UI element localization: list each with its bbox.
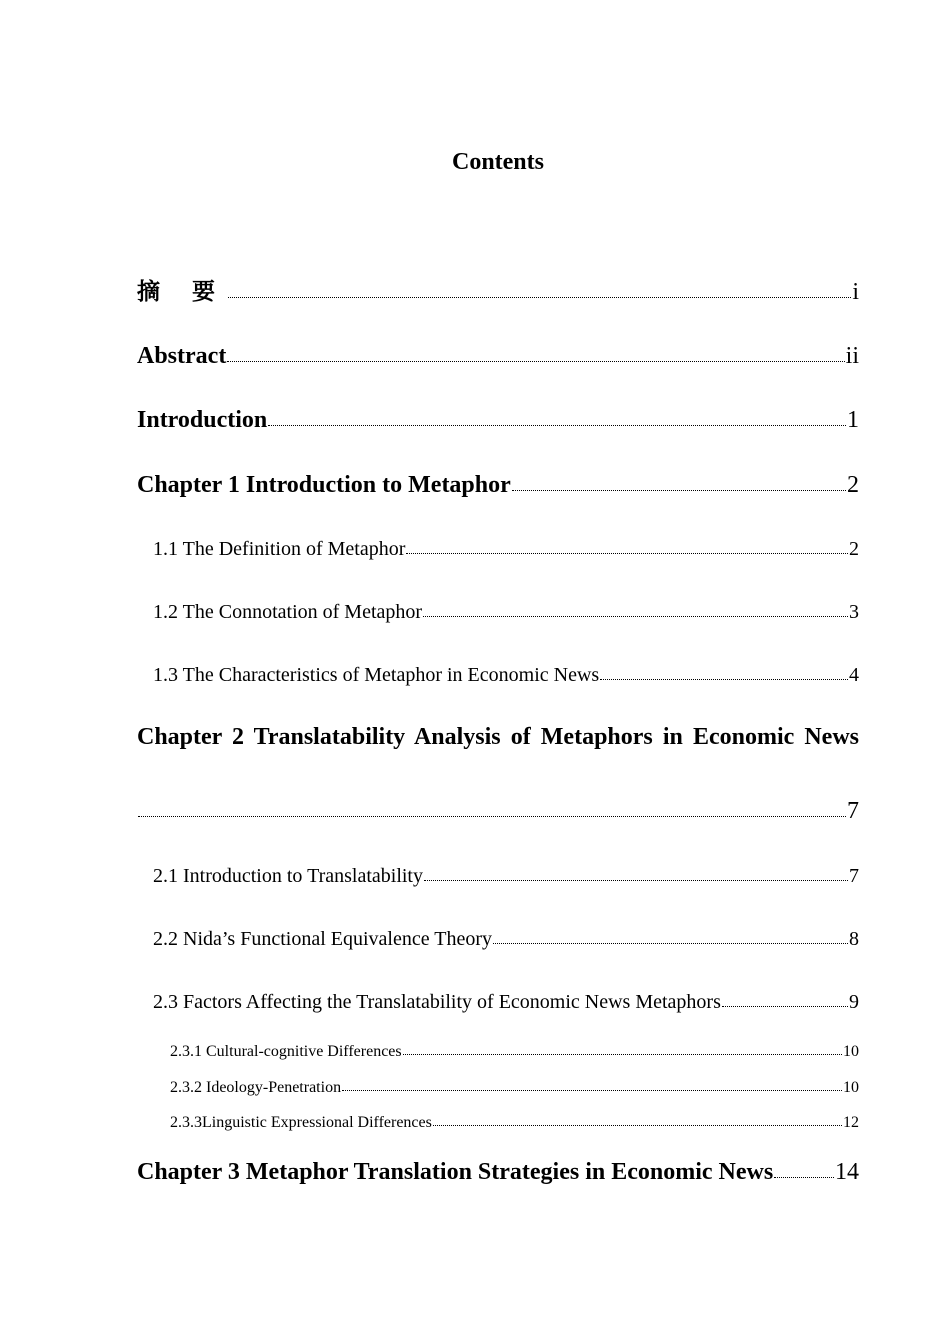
toc-page-number: 9: [849, 991, 859, 1013]
toc-leader: [228, 296, 851, 298]
toc-label: 1.2 The Connotation of Metaphor: [153, 601, 423, 623]
toc-entry-section-2-3-1[interactable]: [170, 1041, 859, 1063]
toc-entry-section-2-3[interactable]: [153, 988, 859, 1016]
toc-leader: [493, 942, 848, 944]
page-title: Contents: [451, 149, 544, 175]
toc-page-number: 7: [849, 865, 859, 887]
toc-leader: [403, 1053, 842, 1055]
toc-label: 1.1 The Definition of Metaphor: [153, 538, 406, 560]
toc-label: Abstract: [137, 343, 227, 369]
toc-label: Introduction: [137, 407, 268, 433]
toc-label: 2.2 Nida’s Functional Equivalence Theory: [153, 928, 492, 950]
toc-page-number: 12: [843, 1114, 859, 1131]
toc-entry-section-1-2[interactable]: [153, 598, 859, 626]
toc-label: 2.3.2 Ideology-Penetration: [170, 1079, 342, 1096]
toc-page-number: 1: [847, 407, 859, 433]
toc-leader: [433, 1124, 842, 1126]
toc-entry-abstract[interactable]: [137, 340, 859, 372]
toc-entry-chapter-1[interactable]: [137, 469, 859, 501]
toc-label: Chapter 3 Metaphor Translation Strategies in Economic News: [137, 1159, 774, 1185]
toc-label: 2.1 Introduction to Translatability: [153, 865, 423, 887]
toc-label: Chapter 1 Introduction to Metaphor: [137, 472, 511, 498]
toc-entry-section-2-1[interactable]: [153, 862, 859, 890]
toc-entry-section-1-3[interactable]: [153, 661, 859, 689]
toc-entry-section-2-3-2[interactable]: [170, 1077, 859, 1099]
toc-entry-introduction[interactable]: [137, 404, 859, 436]
toc-leader: [424, 879, 848, 881]
toc-label: 2.3.3Linguistic Expressional Differences: [170, 1114, 432, 1131]
toc-page-number: 2: [847, 472, 859, 498]
toc-entry-chapter-2-title[interactable]: Chapter 2 Translatability Analysis of Metaphors in Economic News: [137, 724, 859, 750]
toc-page-number: ii: [845, 343, 859, 369]
toc-page-number: 7: [847, 798, 859, 824]
toc-leader: [342, 1089, 842, 1091]
toc-entry-chapter-3[interactable]: [137, 1156, 859, 1188]
toc-page-number: 8: [849, 928, 859, 950]
toc-page-number: i: [852, 279, 859, 305]
toc-label: 2.3.1 Cultural-cognitive Differences: [170, 1043, 402, 1060]
toc-entry-section-1-1[interactable]: [153, 535, 859, 563]
toc-leader: [512, 489, 846, 491]
toc-leader: [268, 424, 846, 426]
toc-page-number: 10: [843, 1043, 859, 1060]
toc-leader: [423, 615, 848, 617]
toc-page-number: 3: [849, 601, 859, 623]
toc-entry-zhaiyao[interactable]: [137, 276, 859, 308]
toc-page-number: 2: [849, 538, 859, 560]
toc-leader: [600, 678, 848, 680]
toc-page-number: 4: [849, 664, 859, 686]
toc-leader: [722, 1005, 848, 1007]
toc-label: 2.3 Factors Affecting the Translatability of Economic News Metaphors: [153, 991, 721, 1013]
toc-page-number: 14: [835, 1159, 859, 1185]
toc-label: 1.3 The Characteristics of Metaphor in Economic News: [153, 664, 600, 686]
toc-page-number: 10: [843, 1079, 859, 1096]
toc-entry-section-2-2[interactable]: [153, 925, 859, 953]
toc-entry-chapter-2[interactable]: [137, 795, 859, 827]
toc-leader: [138, 815, 846, 817]
toc-entry-section-2-3-3[interactable]: [170, 1112, 859, 1134]
toc-leader: [774, 1176, 834, 1178]
toc-leader: [406, 552, 848, 554]
toc-label: 摘 要: [137, 279, 228, 305]
toc-leader: [227, 360, 844, 362]
